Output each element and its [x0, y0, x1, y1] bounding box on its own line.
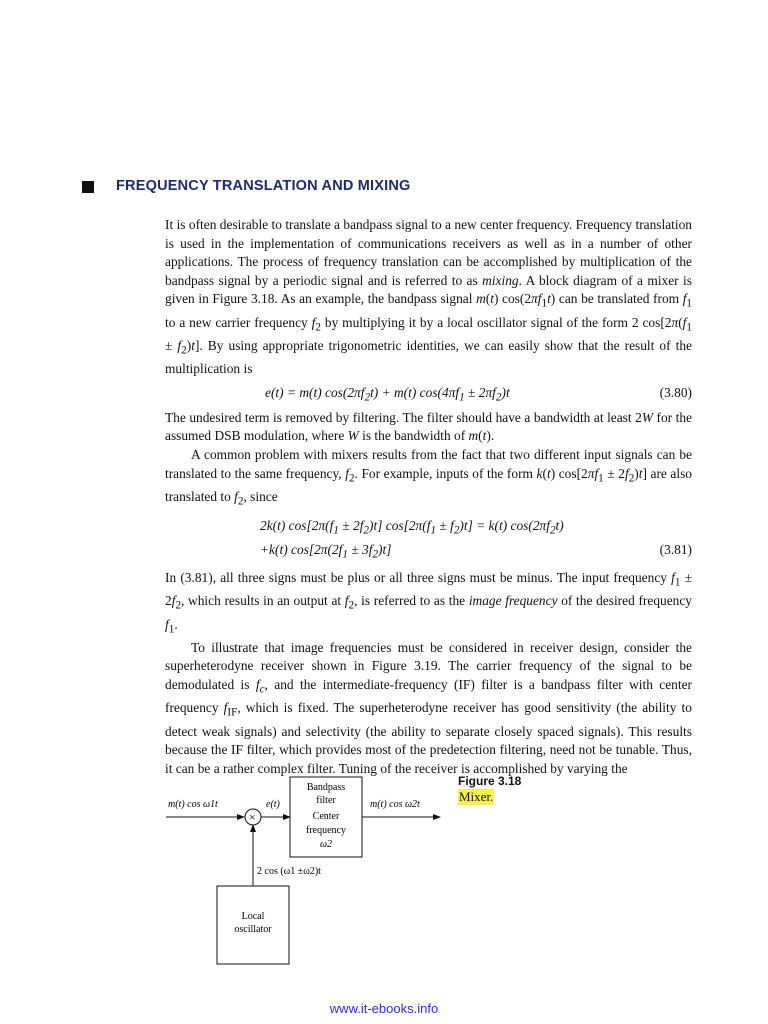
filter-label-4: frequency: [306, 825, 346, 836]
mixer-block-diagram: [160, 770, 460, 970]
equation-3-81-line1: 2k(t) $\cos[2\pi(f_1 \pm 2f_2)t] \cos[2\pi(f_1 \pm f_2)t] = k(t)$ $\cos(2\pi f_2t)$: [260, 518, 564, 537]
filter-label-1: Bandpass: [306, 782, 346, 793]
input-label: m(t) cos ω1t: [168, 799, 218, 810]
equation-3-80-number: (3.80): [659, 384, 692, 400]
figure-label: Figure 3.18: [458, 774, 522, 788]
oscillator-signal-label: 2 cos (ω1 ±ω2)t: [257, 866, 321, 877]
equation-3-81-line2: +k(t) $\cos[2\pi(2f_1 \pm 3f_2)t]$: [260, 542, 392, 561]
footer-link[interactable]: www.it-ebooks.info: [329, 1001, 439, 1016]
figure-caption-text: Mixer.: [459, 789, 494, 804]
paragraph-1: It is often desirable to translate a bandpass signal to a new center frequency. Frequency translation is used in the implementation of communications receivers as well as in a number of other applications. The process of frequency translation can be accomplished by multiplication of the bandpass signal by a periodic signal and is referred to as mixing. A block diagram of a mixer is given in Figure 3.18. As an example, the bandpass signal m(t) $\cos(2\pi f_1t)$ can be translated from $f_1$ to a new carrier frequency $f_2$ by multiplying it by a local oscillator signal of the form 2 $\cos[2\pi(f_1 \pm f_2)t]$. By using appropriate trigonometric identities, we can easily show that the result of the multiplication is: [165, 217, 692, 377]
footer: [0, 1000, 768, 1018]
paragraph-3: A common problem with mixers results from the fact that two different input signals can be translated to the same frequency, $f_2$. For example, inputs of the form k(t) $\cos[2\pi f_1 \pm 2f_2)t$] are also translated to $f_2$, since: [165, 446, 692, 508]
body-text: [165, 216, 692, 778]
section-heading: [82, 178, 702, 200]
paragraph-2: The undesired term is removed by filtering. The filter should have a bandwidth at least 2W for the assumed DSB modulation, where W is the bandwidth of m(t).: [165, 409, 692, 444]
mixer-output-label: e(t): [266, 799, 280, 810]
section-marker-square: [82, 181, 94, 193]
equation-3-81-number: (3.81): [659, 542, 692, 558]
equation-3-80: [165, 383, 692, 405]
oscillator-label-2: oscillator: [234, 924, 272, 935]
equation-3-80-body: e(t) = m(t) $\cos(2\pi f_2t) + m(t) \cos(4\pi f_1 \pm 2\pi f_2)t$: [265, 384, 510, 404]
output-label: m(t) cos ω2t: [370, 799, 420, 810]
filter-label-2: filter: [316, 795, 336, 806]
oscillator-label-1: Local: [241, 911, 265, 922]
mixer-symbol: ×: [249, 810, 256, 824]
equation-3-81: [165, 517, 692, 561]
section-title: FREQUENCY TRANSLATION AND MIXING: [116, 178, 411, 194]
filter-label-5: ω2: [319, 839, 333, 850]
filter-label-3: Center: [312, 811, 340, 822]
figure-caption: [458, 774, 521, 806]
paragraph-5: To illustrate that image frequencies must be considered in receiver design, consider the superheterodyne receiver shown in Figure 3.19. The carrier frequency of the signal to be demodulated is $f_c$, and the intermediate-frequency (IF) filter is a bandpass filter with center frequency $f_{IF}$, which is fixed. The superheterodyne receiver has good sensitivity (the ability to detect weak signals) and selectivity (the ability to separate closely spaced signals). This results because the IF filter, which provides most of the predetection filtering, need not be tunable. Thus, it can be a rather complex filter. Tuning of the receiver is accomplished by varying the: [165, 639, 692, 776]
paragraph-4: In (3.81), all three signs must be plus or all three signs must be minus. The input frequency $f_1 \pm 2f_2$, which results in an output at $f_2$, is referred to as the image frequency of the desired frequency $f_1$.: [165, 570, 692, 636]
